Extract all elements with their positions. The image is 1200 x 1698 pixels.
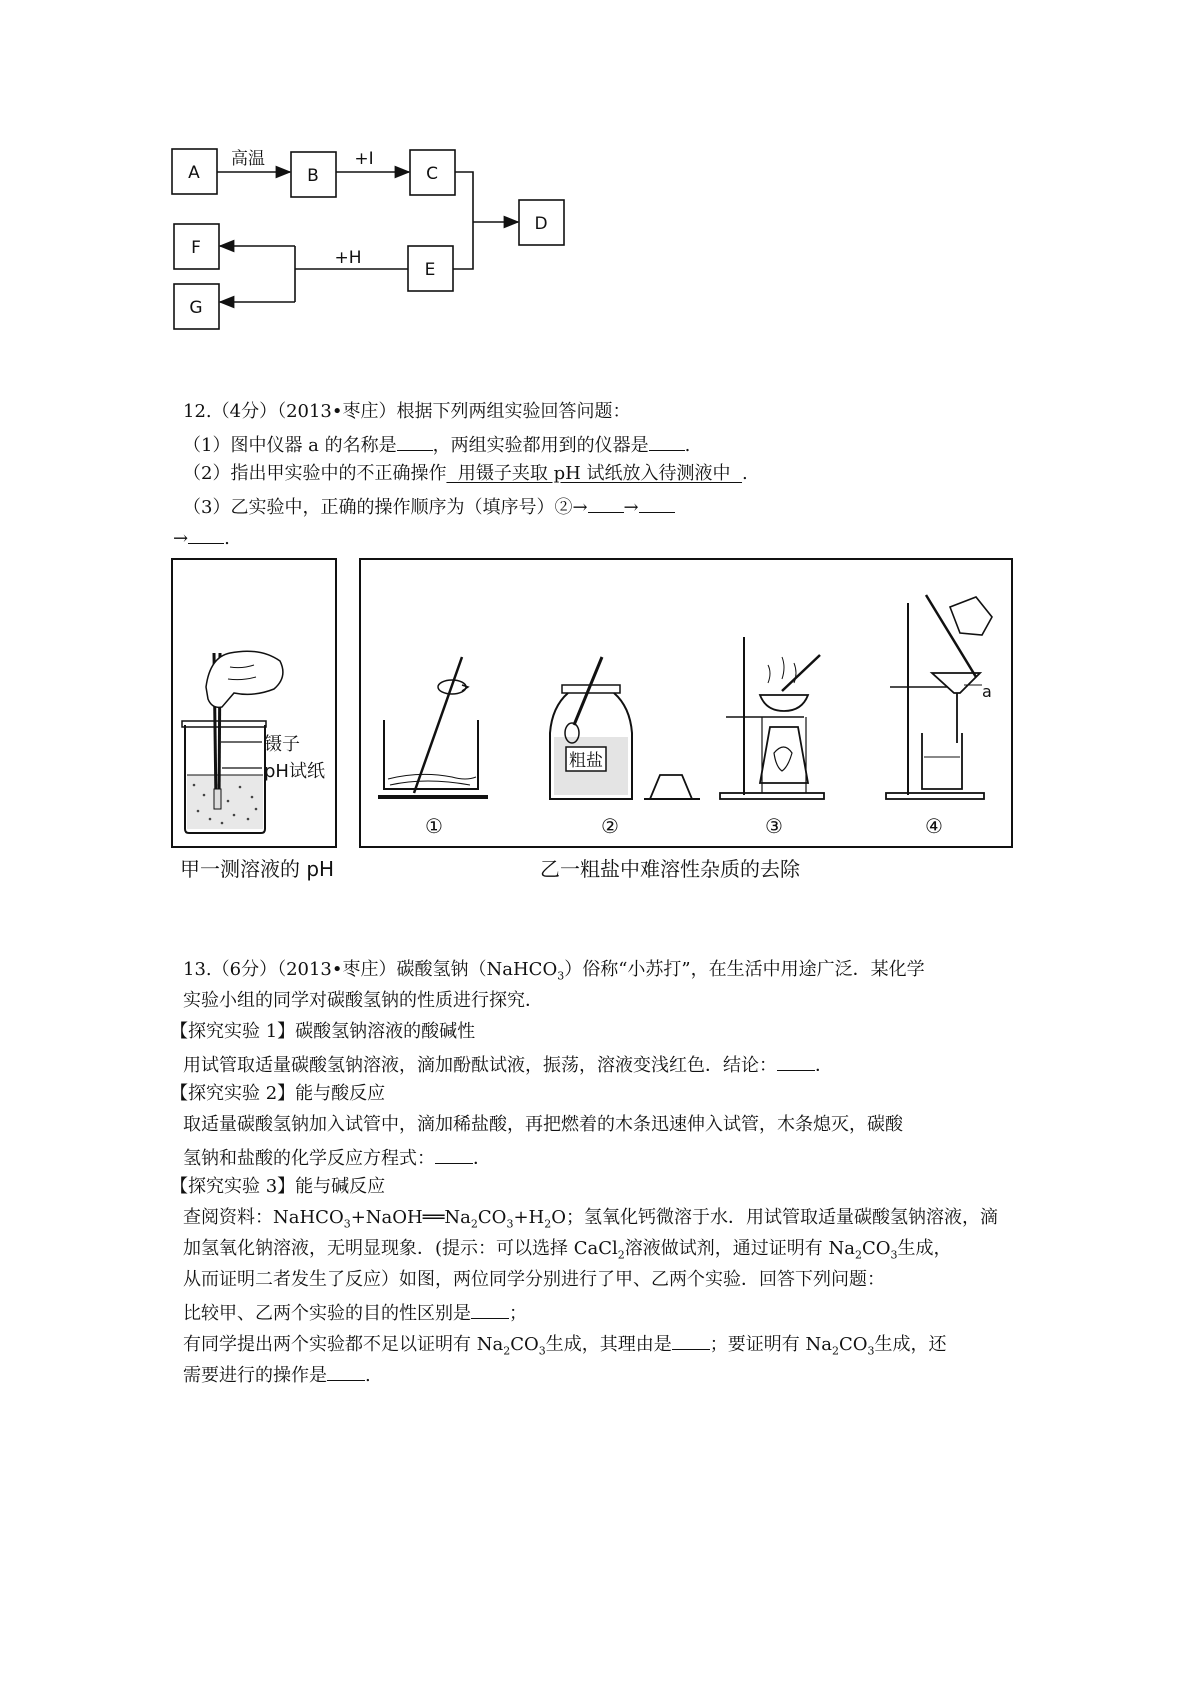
q13-exp3-q1 <box>183 1299 527 1326</box>
node-g-label: G <box>189 298 203 318</box>
caption-right: 乙一粗盐中难溶性杂质的去除 <box>540 857 800 881</box>
stirring-beaker-illustration <box>378 657 488 797</box>
text: CO <box>861 1238 891 1259</box>
answer-blank[interactable] <box>471 1299 509 1319</box>
q12-part1 <box>183 431 690 458</box>
step-number-3: ③ <box>765 814 783 838</box>
q12-part2 <box>183 462 748 486</box>
text: CO <box>838 1334 868 1355</box>
q13-exp1-text <box>183 1051 833 1078</box>
text: 溶液做试剂，通过证明有 Na <box>624 1238 855 1259</box>
answer-blank[interactable] <box>672 1330 710 1350</box>
q13-exp2-text2 <box>183 1144 491 1171</box>
text: 比较甲、乙两个实验的目的性区别是 <box>183 1303 471 1324</box>
subscript: 2 <box>544 1217 552 1231</box>
q12-part2-text: （2）指出甲实验中的不正确操作 <box>183 463 447 484</box>
q13-exp3-q2 <box>183 1330 946 1357</box>
text: O；氢氧化钙微溶于水．用试管取适量碳酸氢钠溶液，滴 <box>551 1207 998 1228</box>
text: 需要进行的操作是 <box>183 1365 327 1386</box>
q12-part3-arrow: → <box>623 497 639 518</box>
salt-label: 粗盐 <box>569 751 603 771</box>
text: 加氢氧化钠溶液，无明显现象．(提示：可以选择 CaCl <box>183 1238 618 1259</box>
q12-part1-text2: ，两组实验都用到的仪器是 <box>432 435 649 456</box>
q13-exp1-body: 用试管取适量碳酸氢钠溶液，滴加酚酞试液，振荡，溶液变浅红色．结论： <box>183 1055 777 1076</box>
q12-part2-end: . <box>742 463 748 484</box>
edge-label-high-temp: 高温 <box>231 149 265 169</box>
subscript: 3 <box>343 1217 351 1231</box>
step-number-1: ① <box>425 814 443 838</box>
subscript: 2 <box>854 1248 862 1262</box>
q13-line2: 实验小组的同学对碳酸氢钠的性质进行探究． <box>183 990 543 1011</box>
answer-blank[interactable] <box>588 493 624 513</box>
q12-part3-end: . <box>224 528 230 549</box>
flow-diagram <box>170 145 610 345</box>
q12-part1-text: （1）图中仪器 a 的名称是 <box>183 435 397 456</box>
text: 生成，其理由是 <box>545 1334 672 1355</box>
subscript: 3 <box>506 1217 514 1231</box>
text: CO <box>477 1207 507 1228</box>
panel-right-frame <box>360 559 1012 847</box>
answer-blank[interactable] <box>188 524 224 544</box>
subscript: 3 <box>867 1344 875 1358</box>
answer-blank[interactable] <box>649 431 685 451</box>
q12-part2-answer: 用镊子夹取 pH 试纸放入待测液中 <box>446 463 743 484</box>
tweezers-label: 镊子 <box>264 734 300 755</box>
q12-part3-text: （3）乙实验中，正确的操作顺序为（填序号）②→ <box>183 497 588 518</box>
q13-exp2-text: 取适量碳酸氢钠加入试管中，滴加稀盐酸，再把燃着的木条迅速伸入试管，木条熄灭，碳酸 <box>183 1114 903 1135</box>
q12-heading: 12.（4分）（2013•枣庄）根据下列两组实验回答问题： <box>183 401 631 422</box>
ph-paper-label: pH试纸 <box>264 761 325 782</box>
q12-part3-arrow2: → <box>173 528 189 549</box>
text: 生成，还 <box>874 1334 947 1355</box>
q12-part1-end: . <box>684 435 691 456</box>
text: ； <box>509 1303 527 1324</box>
q13-exp2-title: 【探究实验 2】能与酸反应 <box>170 1083 386 1104</box>
node-e-label: E <box>424 260 436 280</box>
text: 有同学提出两个实验都不足以证明有 Na <box>183 1334 504 1355</box>
text: 查阅资料：NaHCO <box>183 1207 344 1228</box>
q13-exp3-text2 <box>183 1237 952 1261</box>
step-number-4: ④ <box>925 814 943 838</box>
node-d-label: D <box>534 214 548 234</box>
text: +NaOH══Na <box>350 1207 471 1228</box>
text: . <box>365 1365 371 1386</box>
answer-blank[interactable] <box>777 1051 815 1071</box>
node-b-label: B <box>307 166 319 186</box>
filter-paper-a-label: a <box>982 682 992 701</box>
caption-left: 甲一测溶液的 pH <box>180 857 335 881</box>
filtration-illustration <box>886 595 992 799</box>
q12-part3 <box>183 493 675 520</box>
experiment-figure <box>170 557 1030 887</box>
q13-exp3-text <box>183 1206 998 1230</box>
subscript: 3 <box>557 969 565 983</box>
evaporation-illustration <box>720 637 824 799</box>
node-f-label: F <box>191 238 201 258</box>
subscript: 2 <box>470 1217 478 1231</box>
q13-exp2-end: ． <box>473 1148 491 1169</box>
q13-exp1-title: 【探究实验 1】碳酸氢钠溶液的酸碱性 <box>170 1021 476 1042</box>
edge-label-plus-i: +I <box>354 149 374 169</box>
subscript: 3 <box>538 1344 546 1358</box>
subscript: 2 <box>831 1344 839 1358</box>
answer-blank[interactable] <box>327 1361 365 1381</box>
subscript: 2 <box>617 1248 625 1262</box>
text: ；要证明有 Na <box>709 1334 832 1355</box>
answer-blank[interactable] <box>435 1144 473 1164</box>
salt-jar-illustration <box>550 657 700 799</box>
text: +H <box>513 1207 545 1228</box>
step-number-2: ② <box>601 814 619 838</box>
node-a-label: A <box>188 163 200 183</box>
q13-heading <box>183 958 925 982</box>
q13-heading-text: 13.（6分）（2013•枣庄）碳酸氢钠（NaHCO <box>183 959 558 980</box>
text: 生成， <box>897 1238 952 1259</box>
q13-exp1-end: ． <box>815 1055 833 1076</box>
answer-blank[interactable] <box>397 431 433 451</box>
text: CO <box>510 1334 539 1355</box>
answer-blank[interactable] <box>639 493 675 513</box>
q13-exp2-body: 氢钠和盐酸的化学反应方程式： <box>183 1148 435 1169</box>
edge-label-plus-h: +H <box>334 248 362 268</box>
node-c-label: C <box>426 164 438 184</box>
subscript: 3 <box>890 1248 898 1262</box>
q13-exp3-title: 【探究实验 3】能与碱反应 <box>170 1176 386 1197</box>
q13-heading-text2: ）俗称“小苏打”，在生活中用途广泛．某化学 <box>564 959 925 980</box>
subscript: 2 <box>503 1344 511 1358</box>
q12-part3-cont <box>173 524 230 551</box>
q13-exp3-q3 <box>183 1361 371 1388</box>
q13-exp3-text3: 从而证明二者发生了反应）如图，两位同学分别进行了甲、乙两个实验．回答下列问题： <box>183 1269 885 1290</box>
